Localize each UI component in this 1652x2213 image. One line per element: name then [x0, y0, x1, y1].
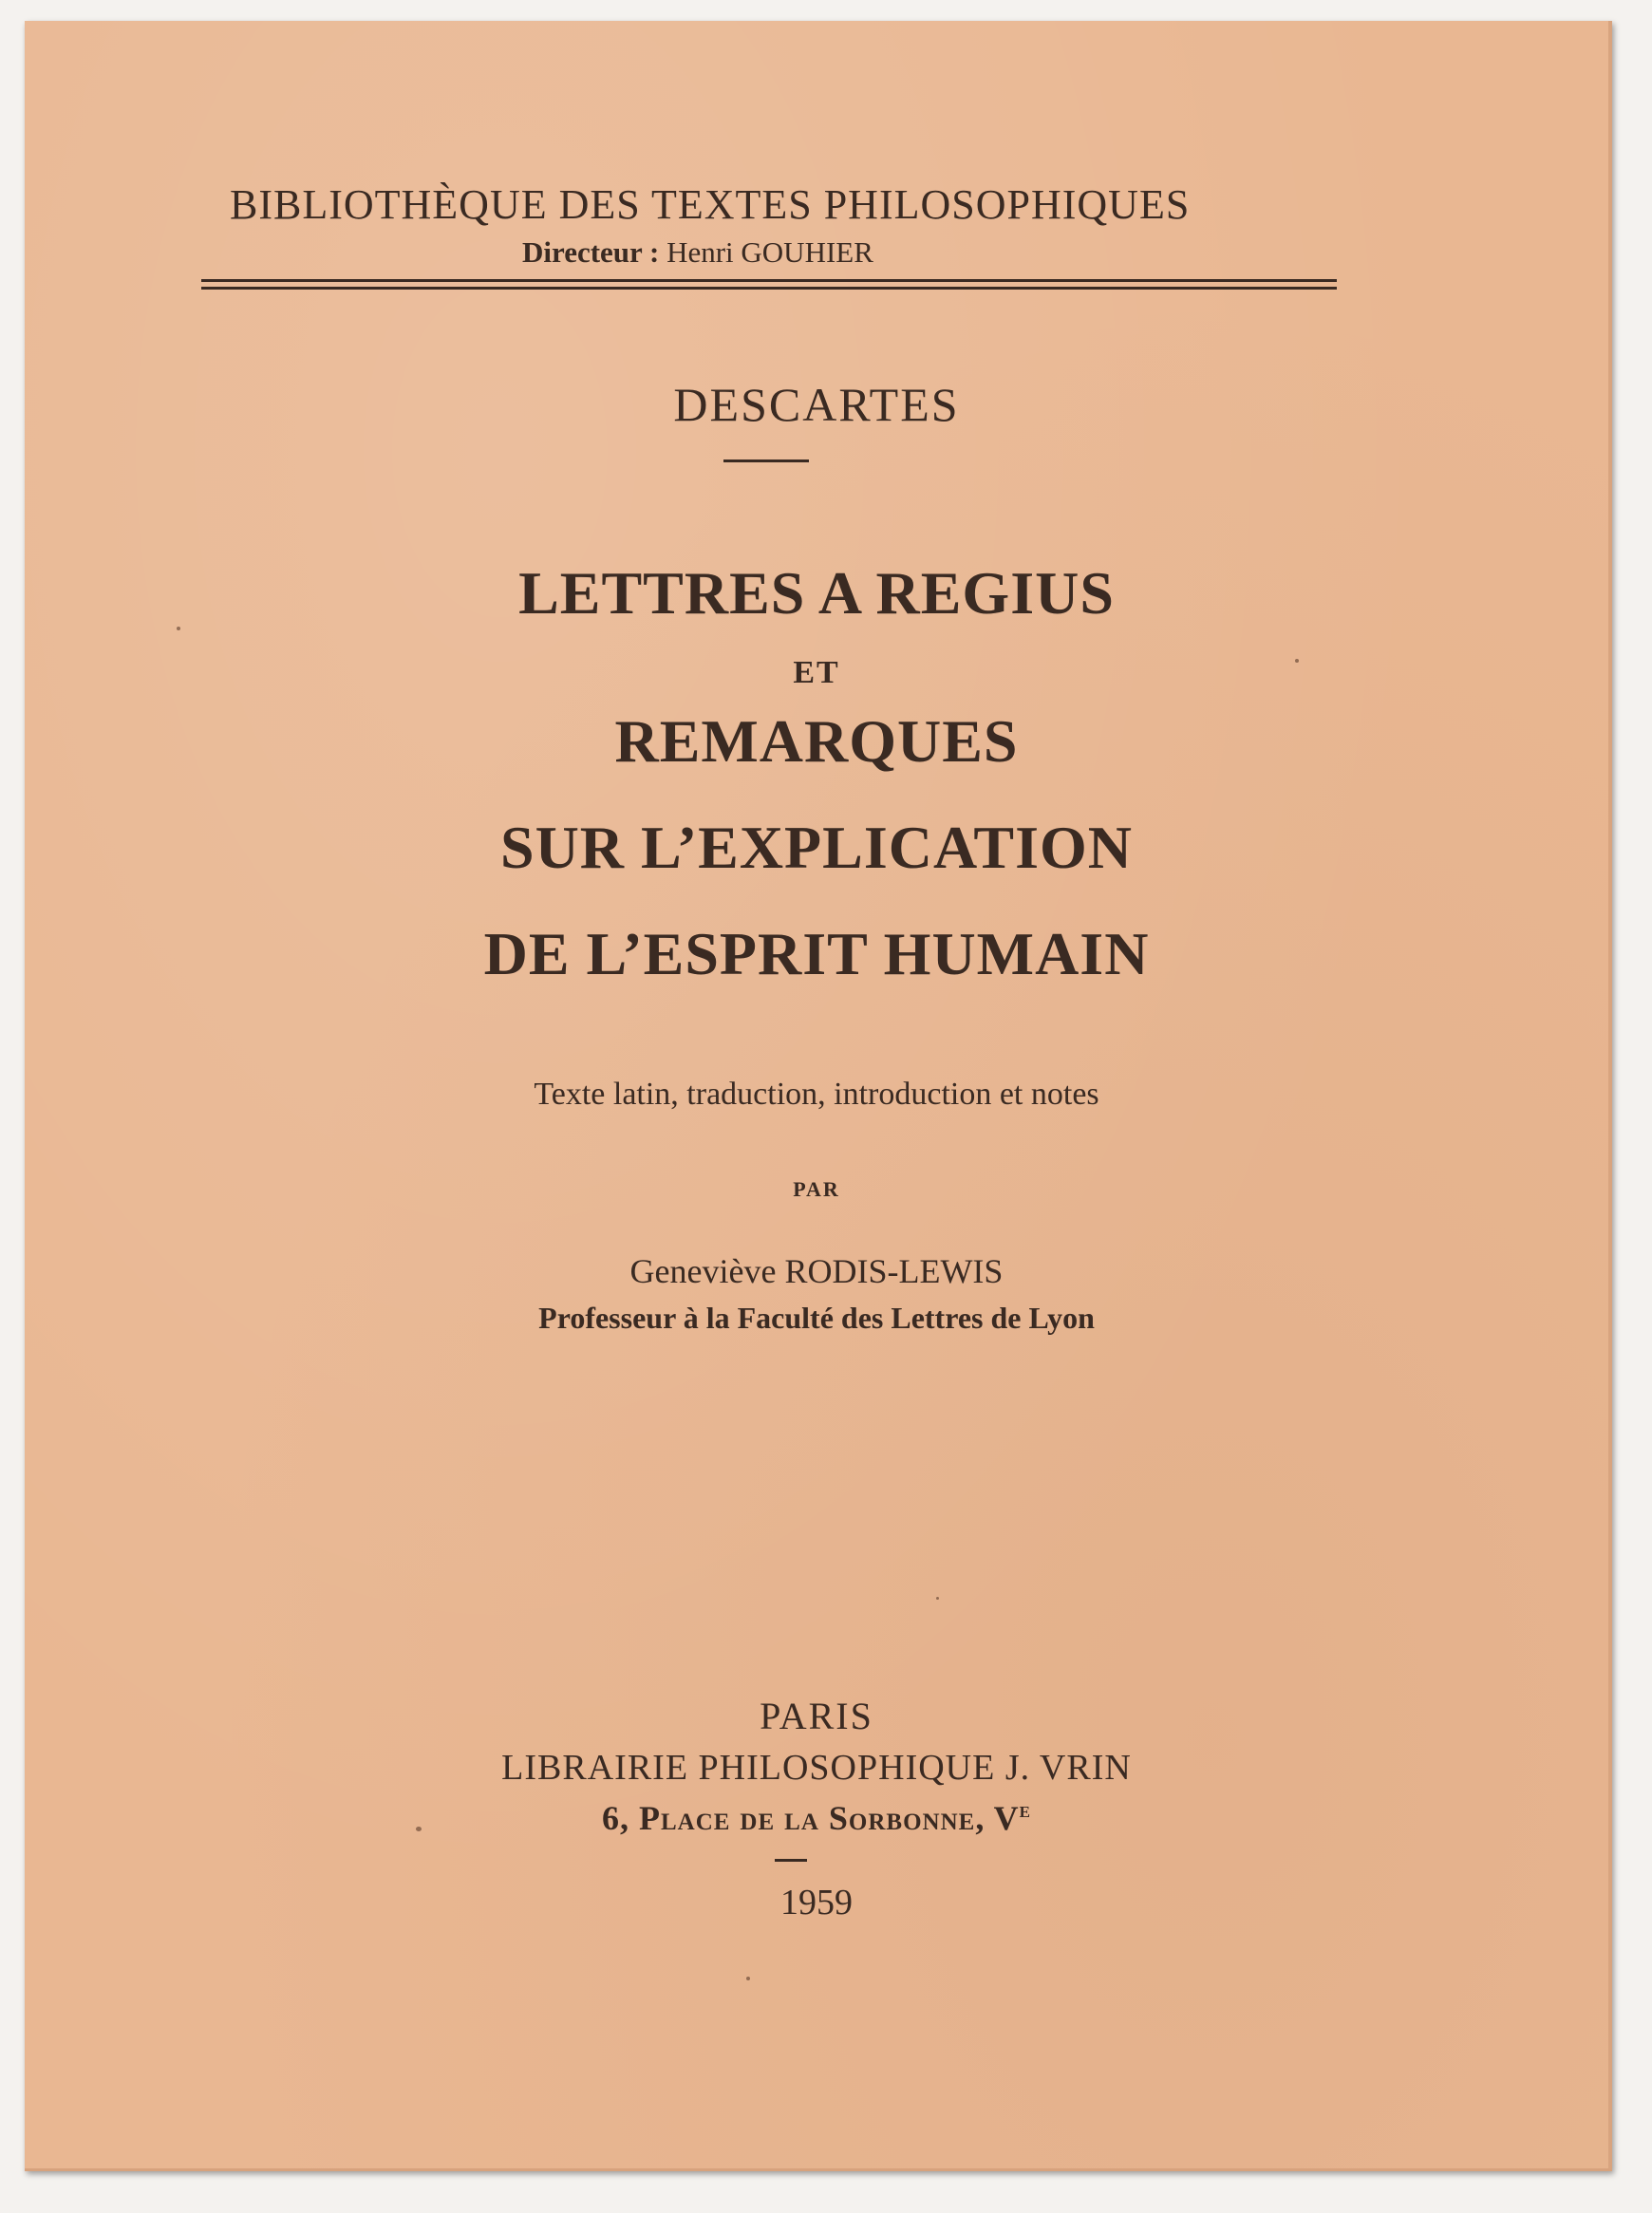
author-rule — [723, 459, 809, 462]
title-line-2: REMARQUES — [614, 707, 1019, 775]
paper-speck — [1295, 659, 1299, 663]
title-conjunction: ET — [793, 655, 840, 690]
director-label: Directeur : — [522, 235, 660, 269]
director-name: Henri GOUHIER — [666, 235, 873, 269]
header-rule-bottom — [201, 287, 1337, 290]
imprint-rule — [775, 1859, 807, 1862]
title-line-3: SUR L’EXPLICATION — [499, 814, 1134, 881]
paper-speck — [936, 1597, 939, 1600]
subtitle: Texte latin, traduction, introduction et notes — [534, 1077, 1099, 1112]
imprint-address-superscript: e — [1019, 1798, 1032, 1823]
paper-speck — [177, 627, 180, 630]
author-name: DESCARTES — [673, 378, 960, 431]
imprint-year: 1959 — [780, 1883, 853, 1922]
paper-speck — [416, 1827, 422, 1831]
imprint-address-text: 6, Place de la Sorbonne, V — [601, 1799, 1020, 1837]
series-director — [522, 235, 873, 270]
imprint-city: PARIS — [760, 1695, 873, 1737]
series-title: BIBLIOTHÈQUE DES TEXTES PHILOSOPHIQUES — [230, 181, 1191, 228]
editor-name: Geneviève RODIS-LEWIS — [629, 1252, 1004, 1290]
imprint-address — [25, 1798, 1608, 1838]
title-line-4: DE L’ESPRIT HUMAIN — [483, 920, 1150, 987]
title-line-1: LETTRES A REGIUS — [518, 559, 1115, 627]
imprint-publisher: LIBRAIRIE PHILOSOPHIQUE J. VRIN — [501, 1748, 1132, 1788]
book-cover — [25, 21, 1612, 2171]
editor-role: Professeur à la Faculté des Lettres de Lyon — [538, 1301, 1095, 1335]
by-line: PAR — [793, 1177, 840, 1201]
paper-speck — [746, 1977, 750, 1980]
header-rule-top — [201, 279, 1337, 282]
